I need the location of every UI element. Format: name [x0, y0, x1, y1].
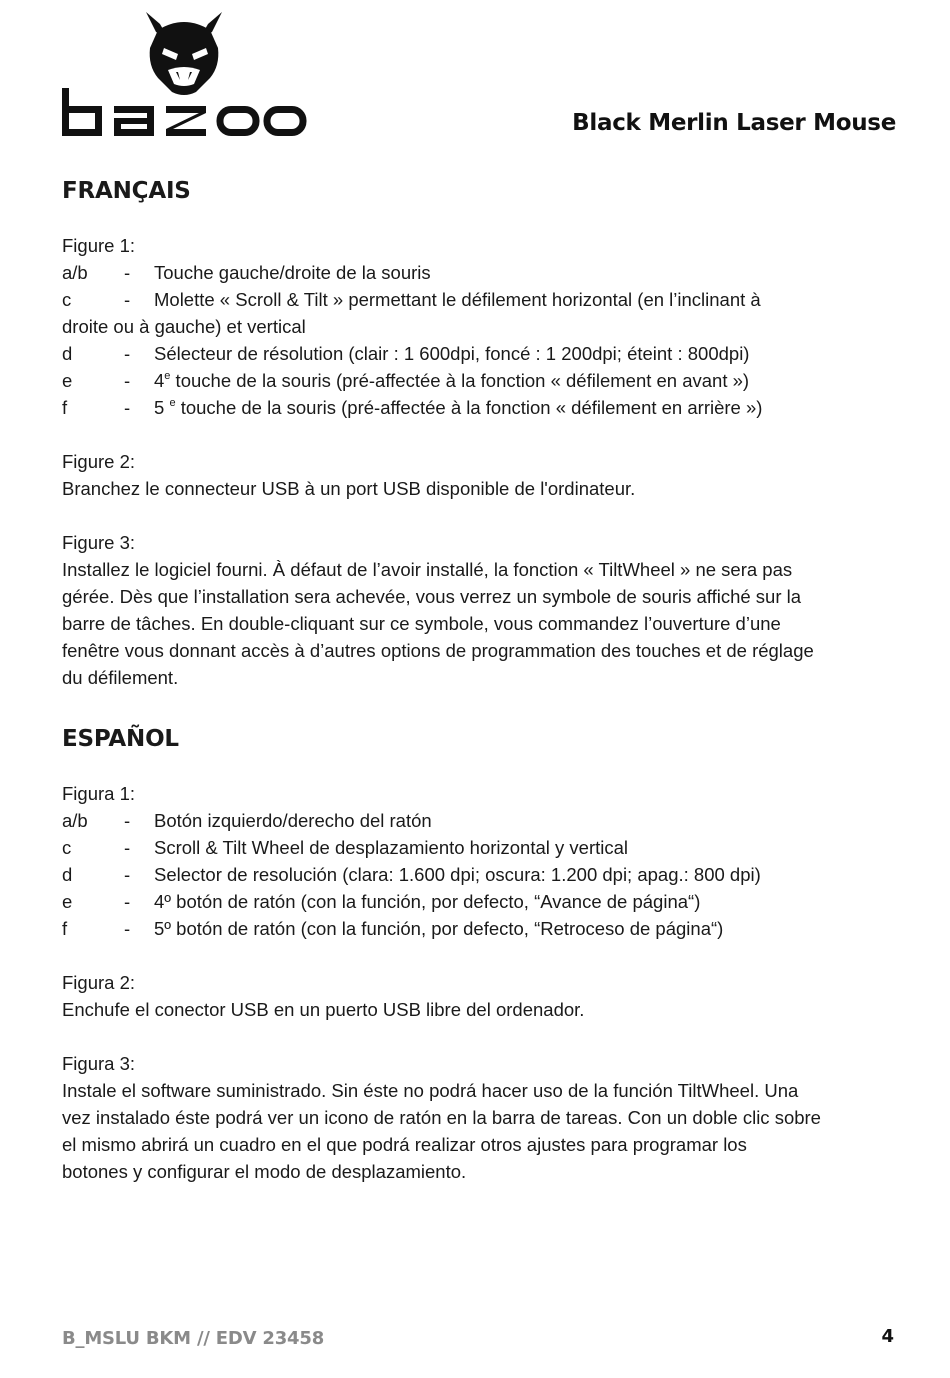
item-key: a/b [62, 262, 88, 283]
item-text: Selector de resolución (clara: 1.600 dpi; oscura: 1.200 dpi; apag.: 800 dpi) [154, 864, 761, 885]
page-number: 4 [881, 1326, 894, 1347]
product-title: Black Merlin Laser Mouse [572, 110, 896, 136]
item-text: Touche gauche/droite de la souris [154, 262, 431, 283]
item-dash: - [124, 289, 131, 310]
list-item [62, 259, 902, 286]
item-text-continuation: droite ou à gauche) et vertical [62, 316, 306, 337]
section-heading-french: FRANÇAIS [62, 178, 191, 204]
figure-label: Figura 3: [62, 1053, 136, 1074]
item-dash: - [124, 891, 131, 912]
list-item [62, 888, 902, 915]
item-text: Scroll & Tilt Wheel de desplazamiento horizontal y vertical [154, 837, 629, 858]
item-key: d [62, 343, 73, 364]
item-dash: - [124, 918, 131, 939]
item-text: 5 $^e$ touche de la souris (pré-affectée à la fonction « défilement en arrière ») [154, 397, 763, 418]
figure-text-line: el mismo abrirá un cuadro en el que podrá realizar otros ajustes para programar los [62, 1134, 747, 1155]
item-key: f [62, 397, 68, 418]
item-dash: - [124, 397, 131, 418]
figure-text-line: botones y configurar el modo de desplazamiento. [62, 1161, 467, 1182]
brand-logo [60, 8, 310, 140]
item-key: e [62, 891, 73, 912]
item-key: f [62, 918, 68, 939]
figure-text: Branchez le connecteur USB à un port USB disponible de l'ordinateur. [62, 478, 636, 499]
item-key: c [62, 289, 72, 310]
item-dash: - [124, 262, 131, 283]
figure-text-line: du défilement. [62, 667, 179, 688]
list-item [62, 834, 902, 861]
figure-text-line: Instale el software suministrado. Sin éste no podrá hacer uso de la función TiltWheel. Una [62, 1080, 799, 1101]
item-key: c [62, 837, 72, 858]
snake-head-icon [60, 8, 310, 140]
item-text: 4º botón de ratón (con la función, por defecto, “Avance de página“) [154, 891, 701, 912]
section-spanish [62, 724, 902, 1185]
figure-label: Figura 1: [62, 783, 136, 804]
figure-text-line: Installez le logiciel fourni. À défaut de l’avoir installé, la fonction « TiltWheel » ne sera pas [62, 559, 793, 580]
list-item [62, 367, 902, 394]
svg-text:bazoo: bazoo [60, 8, 63, 9]
item-dash: - [124, 343, 131, 364]
section-french [62, 176, 902, 691]
item-text: 4e touche de la souris (pré-affectée à la fonction « défilement en avant ») [154, 370, 750, 391]
list-item [62, 394, 902, 421]
item-text: Sélecteur de résolution (clair : 1 600dpi, foncé : 1 200dpi; éteint : 800dpi) [154, 343, 750, 364]
item-dash: - [124, 837, 131, 858]
section-heading-spanish: ESPAÑOL [62, 726, 179, 752]
figure-label: Figure 2: [62, 451, 136, 472]
list-item [62, 915, 902, 942]
list-item [62, 807, 902, 834]
item-dash: - [124, 864, 131, 885]
document-body [62, 176, 902, 1185]
list-item [62, 286, 902, 313]
figure-label: Figure 1: [62, 235, 136, 256]
item-dash: - [124, 370, 131, 391]
footer-doc-code: B_MSLU BKM // EDV 23458 [62, 1328, 325, 1349]
item-text: Botón izquierdo/derecho del ratón [154, 810, 432, 831]
figure-label: Figura 2: [62, 972, 136, 993]
item-text: Molette « Scroll & Tilt » permettant le défilement horizontal (en l’inclinant à [154, 289, 761, 310]
figure-label: Figure 3: [62, 532, 136, 553]
item-key: a/b [62, 810, 88, 831]
list-item [62, 340, 902, 367]
list-item [62, 861, 902, 888]
item-key: e [62, 370, 73, 391]
figure-text-line: barre de tâches. En double-cliquant sur ce symbole, vous commandez l’ouverture d’une [62, 613, 781, 634]
item-dash: - [124, 810, 131, 831]
figure-text-line: gérée. Dès que l’installation sera achevée, vous verrez un symbole de souris affiché sur la [62, 586, 802, 607]
figure-text: Enchufe el conector USB en un puerto USB libre del ordenador. [62, 999, 585, 1020]
item-key: d [62, 864, 73, 885]
item-text: 5º botón de ratón (con la función, por defecto, “Retroceso de página“) [154, 918, 724, 939]
figure-text-line: vez instalado éste podrá ver un icono de ratón en la barra de tareas. Con un doble clic sobre [62, 1107, 821, 1128]
figure-text-line: fenêtre vous donnant accès à d’autres options de programmation des touches et de réglage [62, 640, 814, 661]
